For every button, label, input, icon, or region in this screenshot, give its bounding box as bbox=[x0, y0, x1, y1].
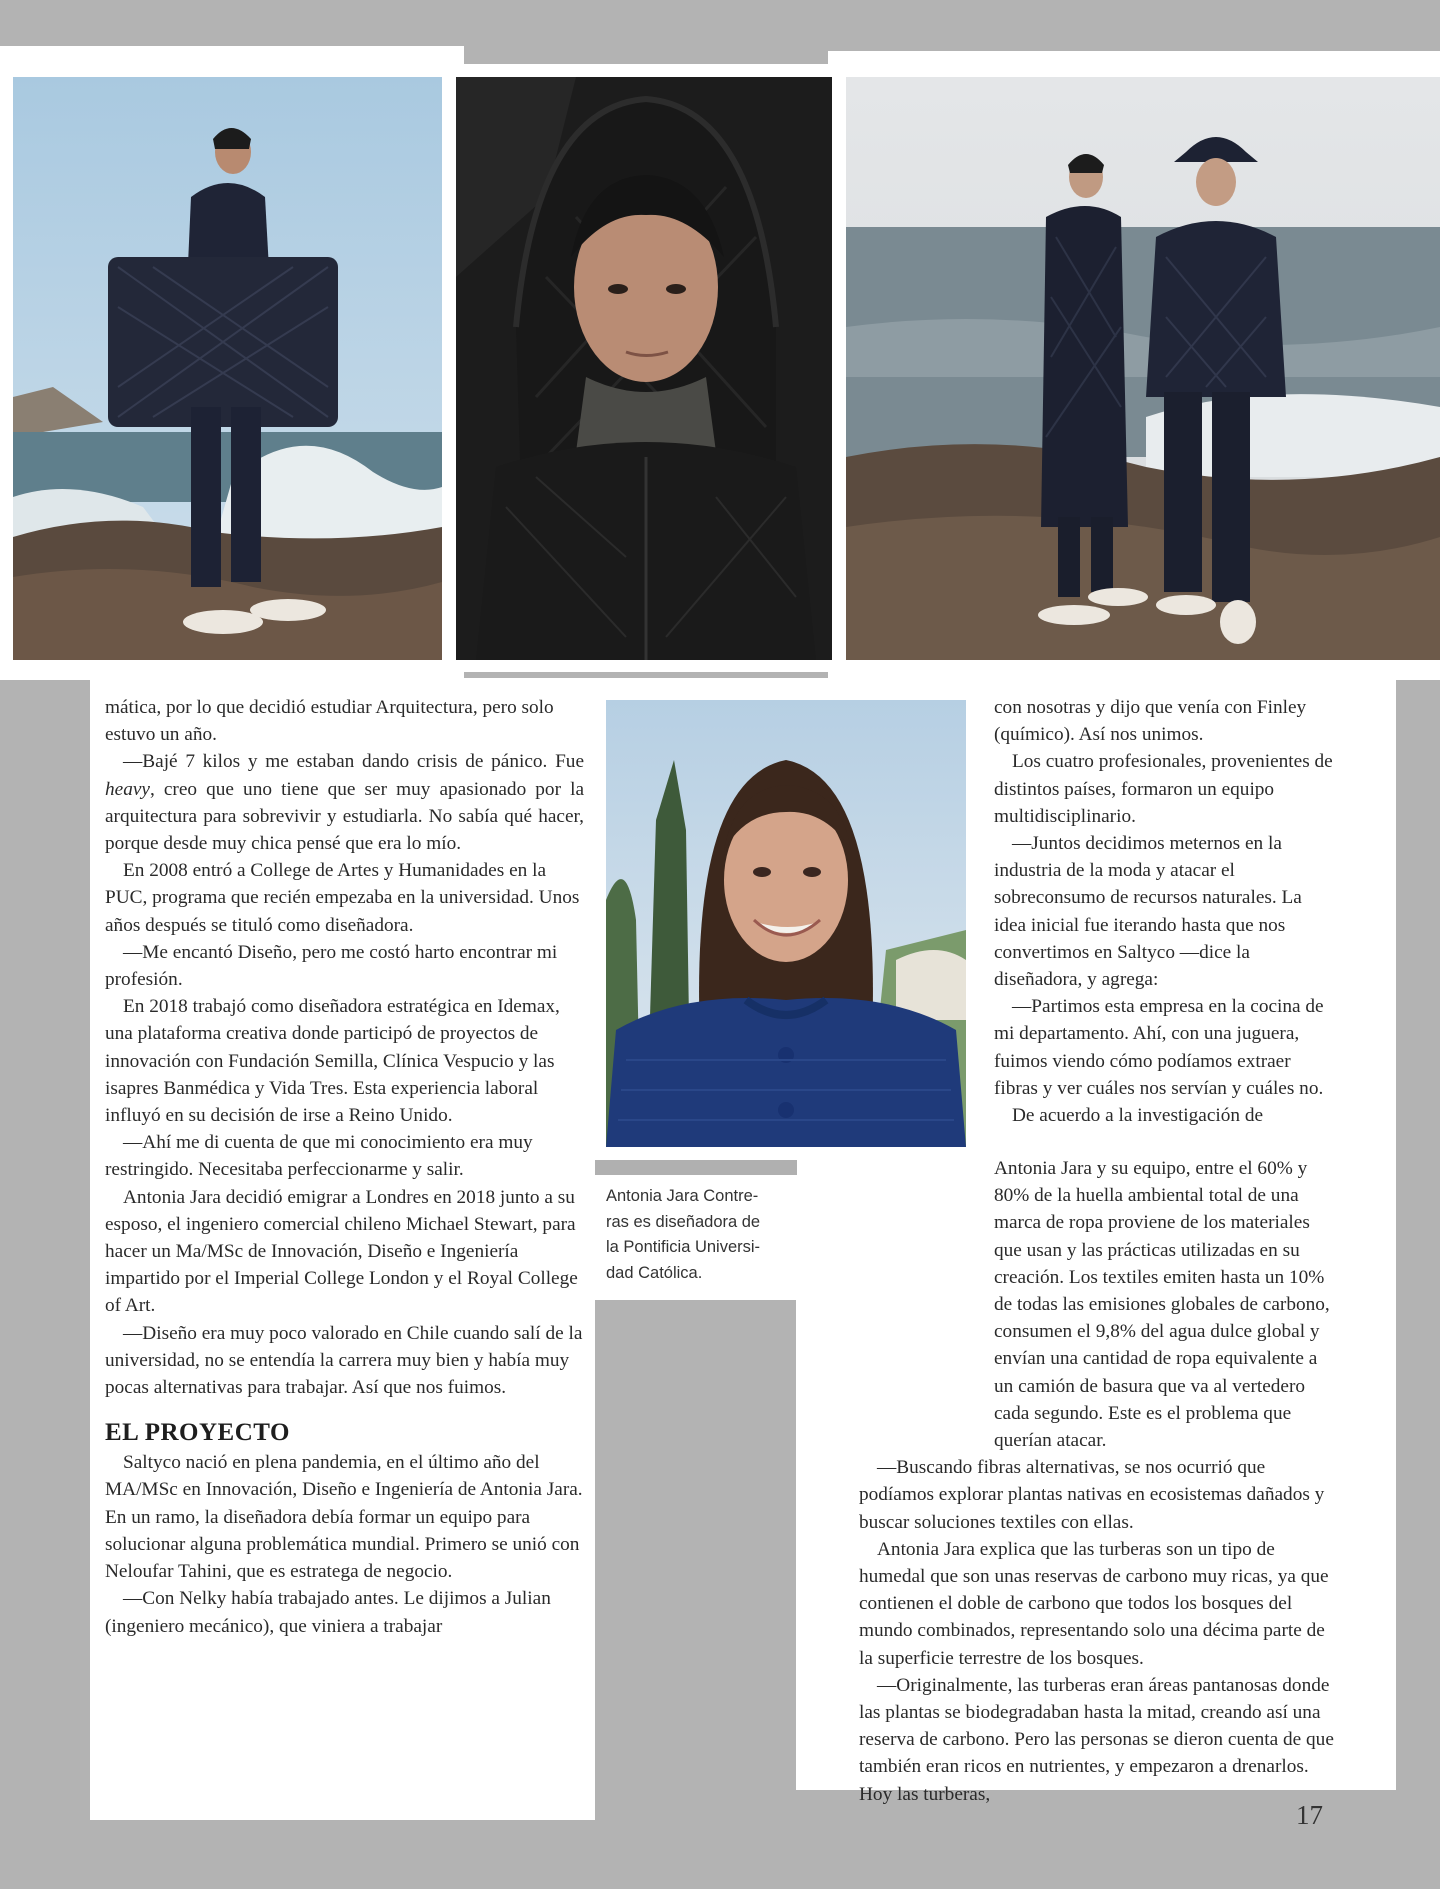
text-span: —Bajé 7 kilos y me estaban dando crisis de pánico. bbox=[123, 751, 548, 773]
text-span: Fue bbox=[555, 751, 584, 773]
paragraph: —Juntos decidimos meternos en la industria de la moda y atacar el sobreconsumo de recursos naturales. La idea inicial fue iterando hasta que nos convertimos en Saltyco —dice la diseñadora, y agrega: bbox=[994, 833, 1302, 991]
paragraph: En 2008 entró a College de Artes y Humanidades en la PUC, programa que recién empezaba en la universidad. Unos años después se tituló como diseñadora. bbox=[105, 860, 580, 936]
paragraph: Antonia Jara explica que las turberas son un tipo de humedal que son unas reservas de carbono muy ricas, ya que contienen el doble de carbono que todos los bosques del mundo combinados, representando solo una décima parte de la superficie terrestre de los bosques. bbox=[859, 1538, 1329, 1669]
paragraph: Antonia Jara y su equipo, entre el 60% y 80% de la huella ambiental total de una marca de ropa proviene de los materiales que usan y las prácticas utilizadas en su creación. Los textiles emiten hasta un 10% de todas las emisiones globales de carbono, consumen el 9,8% del agua dulce global y envían una cantidad de ropa equivalente a un camión de basura que va al vertedero cada segundo. Este es el problema que querían atacar. bbox=[994, 1158, 1330, 1452]
right-upper-column bbox=[994, 694, 1337, 1129]
section-heading: EL PROYECTO bbox=[105, 1419, 290, 1447]
left-article-column bbox=[105, 694, 584, 1640]
paragraph: Saltyco nació en plena pandemia, en el último año del MA/MSc en Innovación, Diseño e Ingeniería de Antonia Jara. En un ramo, la diseñadora debía formar un equipo para solucionar alguna problemática mundial. Primero se unió con Neloufar Tahini, que es estratega de negocio. bbox=[105, 1452, 583, 1583]
paragraph: —Partimos esta empresa en la cocina de mi departamento. Ahí, con una juguera, fuimos viendo cómo podíamos extraer fibras y ver cuáles nos servían y cuáles no. bbox=[994, 996, 1324, 1099]
text-span: , creo que uno tiene que ser muy apasionado por la arquitectura para sobrevivir y estudiarla. No sabía qué hacer, porque desde muy chica pensé que era lo mío. bbox=[105, 778, 584, 855]
photo-portrait-antonia bbox=[606, 700, 966, 1147]
photo-couple-sea bbox=[846, 77, 1440, 660]
caption-bar bbox=[595, 1160, 797, 1175]
paragraph: —Originalmente, las turberas eran áreas pantanosas donde las plantas se biodegradaban hasta la mitad, creando así una reserva de carbono. Pero las personas se dieron cuenta de que también eran ricos en nutrientes, y empezaron a drenarlos. Hoy las turberas, bbox=[859, 1674, 1334, 1805]
caption-line: ras es diseñadora de bbox=[606, 1212, 761, 1231]
photo-woman-bag bbox=[13, 77, 442, 660]
paragraph: con nosotras y dijo que venía con Finley (químico). Así nos unimos. bbox=[994, 697, 1307, 746]
caption-line: Antonia Jara Contre- bbox=[606, 1187, 759, 1205]
caption-line: la Pontificia Universi- bbox=[606, 1238, 761, 1256]
paragraph: Los cuatro profesionales, provenientes de distintos países, formaron un equipo multidisciplinario. bbox=[994, 751, 1333, 827]
photo-hooded-man bbox=[456, 77, 832, 660]
paragraph: —Me encantó Diseño, pero me costó harto encontrar mi profesión. bbox=[105, 941, 558, 991]
paragraph: En 2018 trabajó como diseñadora estratégica en Idemax, una plataforma creativa donde participó de proyectos de innovación con Fundación Semilla, Clínica Vespucio y las isapres Banmédica y Vida Tres. Esta experiencia laboral influyó en su decisión de irse a Reino Unido. bbox=[105, 996, 560, 1127]
paragraph: —Ahí me di cuenta de que mi conocimiento era muy restringido. Necesitaba perfeccionarme y salir. bbox=[105, 1132, 533, 1181]
paragraph: —Diseño era muy poco valorado en Chile cuando salí de la universidad, no se entendía la carrera muy bien y había muy pocas alternativas para trabajar. Así que nos fuimos. bbox=[105, 1322, 583, 1399]
paragraph: Antonia Jara decidió emigrar a Londres en 2018 junto a su esposo, el ingeniero comercial chileno Michael Stewart, para hacer un Ma/MSc de Innovación, Diseño e Ingeniería impartido por el Imperial College London y el Royal College of Art. bbox=[105, 1186, 578, 1317]
paragraph: —Buscando fibras alternativas, se nos ocurrió que podíamos explorar plantas nativas en ecosistemas dañados y buscar soluciones textiles con ellas. bbox=[859, 1457, 1325, 1533]
page-number: 17 bbox=[1296, 1800, 1323, 1830]
portrait-caption bbox=[606, 1184, 796, 1286]
right-lower-column bbox=[859, 1155, 1337, 1808]
caption-line: dad Católica. bbox=[606, 1263, 703, 1282]
paragraph: —Con Nelky había trabajado antes. Le dijimos a Julian (ingeniero mecánico), que viniera a trabajar bbox=[105, 1588, 551, 1637]
paragraph: De acuerdo a la investigación de bbox=[1012, 1105, 1264, 1127]
italic-word: heavy bbox=[105, 778, 150, 800]
paragraph bbox=[105, 748, 584, 857]
paragraph: mática, por lo que decidió estudiar Arquitectura, pero solo estuvo un año. bbox=[105, 697, 554, 746]
